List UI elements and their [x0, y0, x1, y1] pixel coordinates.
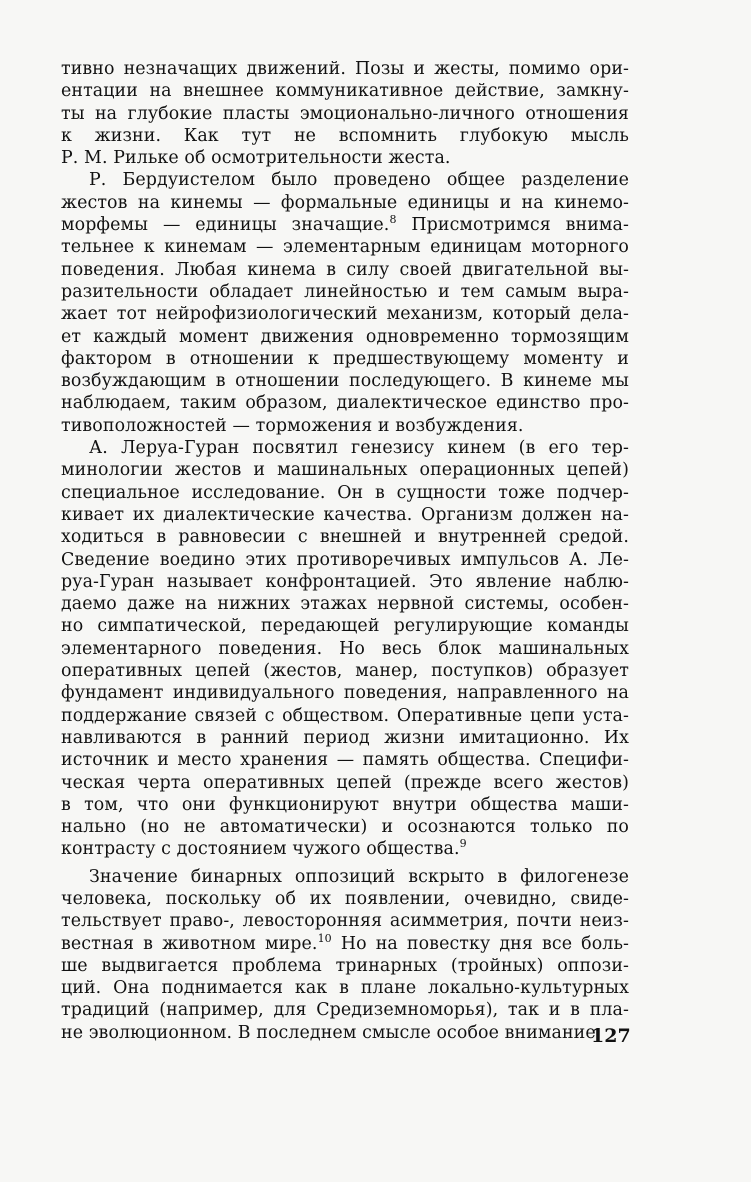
text-line: тивоположностей — торможения и возбуждения.	[61, 415, 524, 436]
paragraph	[61, 437, 629, 861]
text-line: Р. М. Рильке об осмотрительности жеста.	[61, 148, 451, 169]
text-line: жестов на кинемы — формальные единицы и на кинемо-	[61, 192, 629, 213]
text-line: возбуждающим в отношении последующего. В кинеме мы	[61, 371, 629, 392]
text-line: ентации на внешнее коммуникативное действие, замкну-	[61, 81, 629, 102]
text-line: ет каждый момент движения одновременно тормозящим	[61, 326, 629, 347]
footnote-marker: 8	[389, 213, 397, 227]
text-line: контрасту с достоянием чужого общества.$^9$	[61, 837, 467, 860]
text-line: фактором в отношении к предшествующему моменту и	[61, 348, 629, 369]
page-number: 127	[591, 1025, 631, 1047]
text-line: к жизни. Как тут не вспомнить глубокую мысль	[61, 125, 629, 146]
text-line: Значение бинарных оппозиций вскрыто в филогенезе	[89, 866, 629, 887]
text-line: но симпатической, передающей регулирующие команды	[61, 616, 629, 637]
text-line: тельствует право-, левосторонняя асимметрия, почти неиз-	[61, 911, 629, 932]
paragraph	[61, 58, 629, 169]
text-line: ты на глубокие пласты эмоционально-личного отношения	[61, 103, 629, 124]
text-line: морфемы — единицы значащие.$^8$ Присмотримся внима-	[61, 213, 629, 236]
text-line: жает тот нейрофизиологический механизм, который дела-	[61, 304, 629, 325]
page-body	[61, 58, 629, 1044]
text-line: даемо даже на нижних этажах нервной системы, особен-	[61, 594, 629, 615]
text-line: разительности обладает линейностью и тем самым выра-	[61, 281, 629, 302]
text-line: наблюдаем, таким образом, диалектическое единство про-	[61, 393, 629, 414]
text-line: поведения. Любая кинема в силу своей двигательной вы-	[61, 259, 629, 280]
text-line: ческая черта оперативных цепей (прежде всего жестов)	[61, 772, 629, 793]
paragraph	[61, 169, 629, 437]
text-line: Р. Бердуистелом было проведено общее разделение	[89, 170, 629, 191]
text-line: не эволюционном. В последнем смысле особое внимание	[61, 1022, 596, 1043]
text-line: нально (но не автоматически) и осознаются только по	[61, 817, 629, 838]
paragraph	[61, 866, 629, 1044]
text-line: кивает их диалектические качества. Организм должен на-	[61, 504, 629, 525]
text-line: ходиться в равновесии с внешней и внутренней средой.	[61, 527, 629, 548]
text-line: тивно незначащих движений. Позы и жесты, помимо ори-	[61, 59, 629, 79]
text-line: Сведение воедино этих противоречивых импульсов А. Ле-	[61, 549, 629, 570]
text-line: специальное исследование. Он в сущности тоже подчер-	[61, 482, 629, 503]
text-line: в том, что они функционируют внутри общества маши-	[61, 794, 629, 815]
text-line: оперативных цепей (жестов, манер, поступков) образует	[61, 661, 629, 682]
footnote-marker: 9	[459, 837, 467, 851]
text-line: А. Леруа-Гуран посвятил генезису кинем (в его тер-	[89, 438, 629, 459]
text-line: традиций (например, для Средиземноморья), так и в пла-	[61, 1000, 629, 1021]
text-line: тельнее к кинемам — элементарным единицам моторного	[61, 237, 629, 258]
text-line: ше выдвигается проблема тринарных (тройных) оппози-	[61, 955, 629, 976]
text-line: руа-Гуран называет конфронтацией. Это явление наблю-	[61, 571, 629, 592]
text-line: минологии жестов и машинальных операционных цепей)	[61, 460, 629, 481]
text-line: человека, поскольку об их появлении, очевидно, свиде-	[61, 888, 629, 909]
footnote-marker: 10	[317, 931, 332, 945]
text-line: элементарного поведения. Но весь блок машинальных	[61, 638, 629, 659]
text-line: вестная в животном мире.$^{10}$ Но на повестку дня все боль-	[61, 931, 629, 954]
text-line: навливаются в ранний период жизни имитационно. Их	[61, 727, 629, 748]
text-line: поддержание связей с обществом. Оперативные цепи уста-	[61, 705, 629, 726]
text-line: источник и место хранения — память общества. Специфи-	[61, 750, 629, 771]
text-line: ций. Она поднимается как в плане локально-культурных	[61, 978, 629, 999]
text-line: фундамент индивидуального поведения, направленного на	[61, 683, 629, 704]
